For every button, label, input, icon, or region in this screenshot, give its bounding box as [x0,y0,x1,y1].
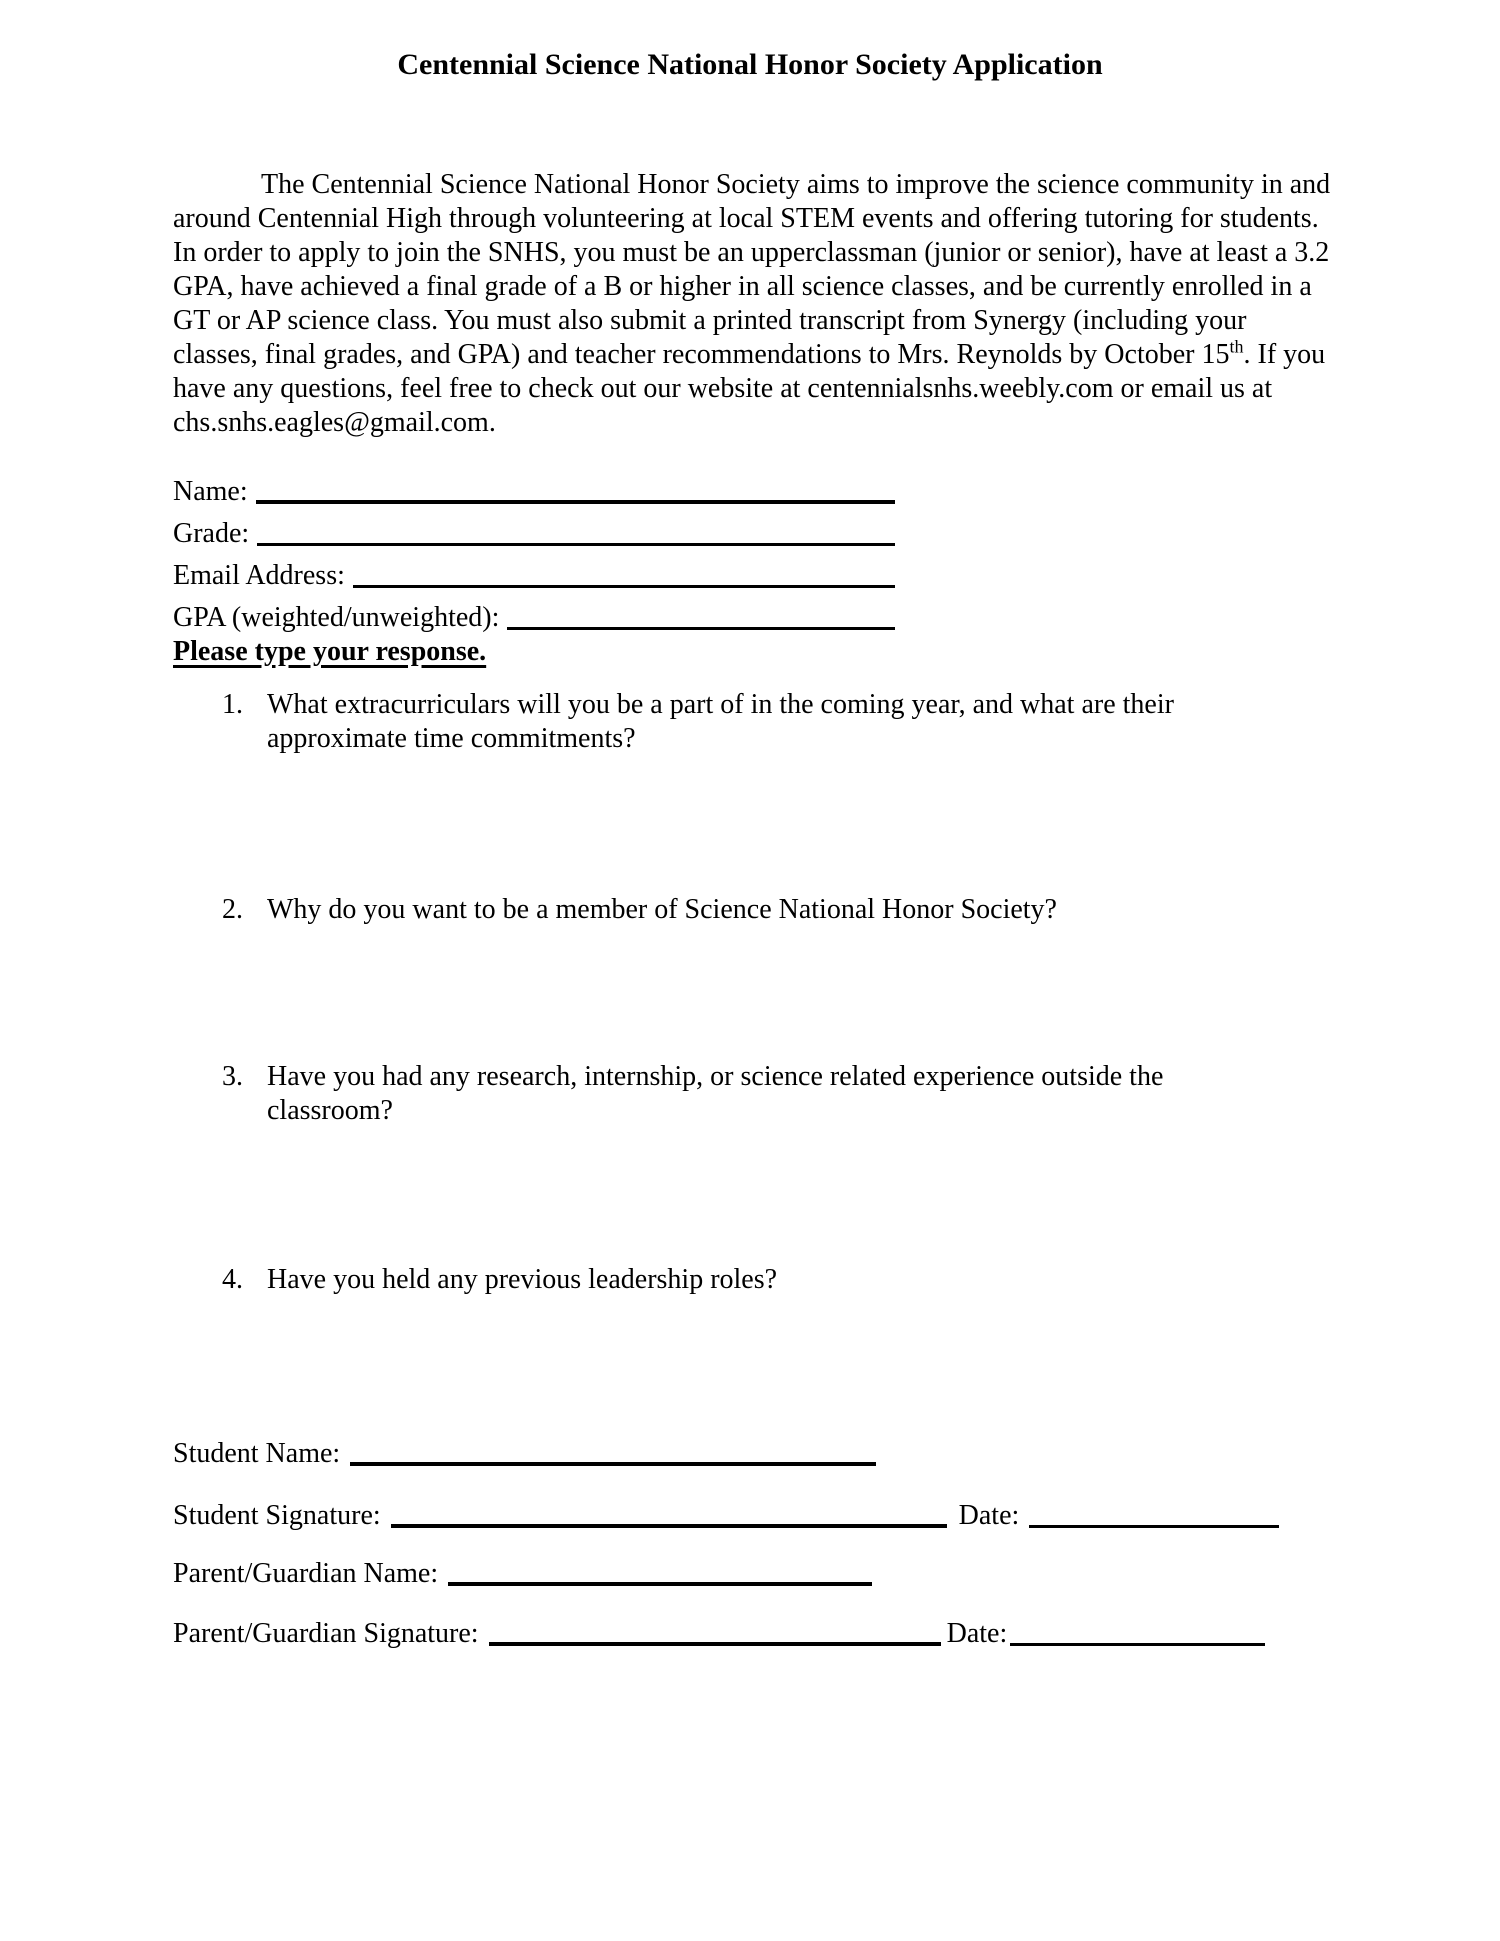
parent-date-label: Date: [946,1617,1008,1649]
email-write-in-line [353,585,895,588]
page-title: Centennial Science National Honor Society Application [397,48,1103,81]
grade-field-label: Grade: [173,517,250,549]
parent-signature-row [173,1610,1265,1650]
intro-text-before-superscript: The Centennial Science National Honor Society aims to improve the science community in and around Centennial High through volunteering at local STEM events and offering tutoring for students. In order to apply to join the SNHS, you must be an upperclassman (junior or senior), have at least a 3.2 GPA, have achieved a final grade of a B or higher in all science classes, and be currently enrolled in a GT or AP science class. You must also submit a printed transcript from Synergy (including your classes, final grades, and GPA) and teacher recommendations to Mrs. Reynolds by October 15 [173,169,1331,370]
grade-write-in-line [257,543,895,546]
question-2-text: Why do you want to be a member of Science National Honor Society? [267,894,1057,925]
name-field-row [173,466,895,508]
question-3-number: 3. [222,1061,243,1092]
parent-signature-write-in-line [489,1642,941,1646]
applicant-info-fields [173,466,895,634]
email-field-label: Email Address: [173,559,345,591]
parent-name-row [173,1550,872,1590]
parent-date-write-in-line [1010,1643,1265,1646]
parent-signature-label: Parent/Guardian Signature: [173,1617,479,1649]
student-date-label: Date: [958,1499,1020,1531]
gpa-write-in-line [507,627,895,630]
question-4 [222,1263,1225,1297]
parent-name-label: Parent/Guardian Name: [173,1557,439,1589]
student-date-write-in-line [1029,1525,1279,1528]
student-signature-label: Student Signature: [173,1499,381,1531]
name-field-label: Name: [173,475,248,507]
question-4-text: Have you held any previous leadership roles? [267,1264,778,1295]
ordinal-superscript: th [1229,336,1244,357]
student-signature-row [173,1492,1279,1532]
question-2 [222,893,1225,927]
question-3 [222,1060,1225,1128]
question-1-text: What extracurriculars will you be a part of in the coming year, and what are their approximate time commitments? [267,689,1174,754]
name-write-in-line [256,500,895,504]
question-3-text: Have you had any research, internship, or science related experience outside the classroom? [267,1061,1164,1126]
intro-paragraph [173,168,1333,440]
parent-name-write-in-line [448,1582,872,1586]
email-field-row [173,550,895,592]
intro-text-after-superscript: . If you have any questions, feel free to check out our website at centennialsnhs.weebly.com or email us at chs.snhs.eagles@gmail.com. [173,339,1326,438]
grade-field-row [173,508,895,550]
gpa-field-label: GPA (weighted/unweighted): [173,601,500,633]
question-4-number: 4. [222,1264,243,1295]
question-1-number: 1. [222,689,243,720]
type-response-instruction: Please type your response. [173,636,487,667]
question-2-number: 2. [222,894,243,925]
student-signature-write-in-line [391,1524,947,1528]
student-name-write-in-line [350,1462,876,1466]
student-name-row [173,1430,876,1470]
student-name-label: Student Name: [173,1437,341,1469]
question-1 [222,688,1225,756]
gpa-field-row [173,592,895,634]
